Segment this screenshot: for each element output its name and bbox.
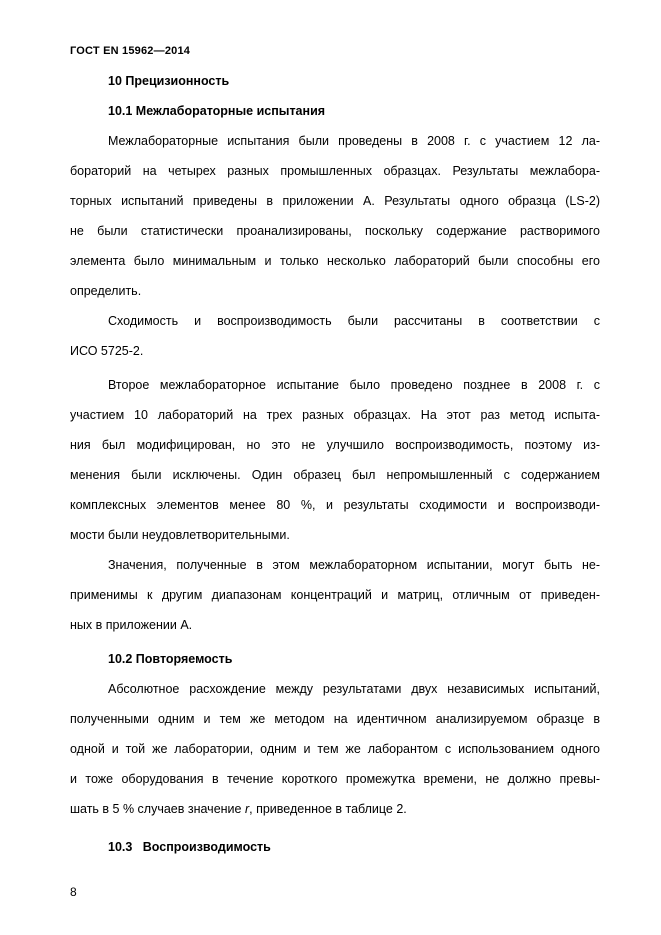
section-heading-10: 10 Прецизионность: [108, 74, 230, 88]
paragraph-line: элемента было минимальным и только несколько лабораторий были способны его: [70, 254, 600, 268]
paragraph-line: мости были неудовлетворительными.: [70, 528, 290, 542]
paragraph-line: комплексных элементов менее 80 %, и результаты сходимости и воспроизводи-: [70, 498, 600, 512]
paragraph-line: ИСО 5725-2.: [70, 344, 144, 358]
paragraph-line: полученными одним и тем же методом на идентичном анализируемом образце в: [70, 712, 600, 726]
paragraph-line: и тоже оборудования в течение короткого промежутка времени, не должно превы-: [70, 772, 600, 786]
section-heading-10-2: 10.2 Повторяемость: [108, 652, 233, 666]
paragraph-line: Абсолютное расхождение между результатами двух независимых испытаний,: [108, 682, 600, 696]
document-body: [70, 66, 600, 862]
paragraph-line: менения были исключены. Один образец был непромышленный с содержанием: [70, 468, 600, 482]
paragraph-line: применимы к другим диапазонам концентраций и матриц, отличным от приведен-: [70, 588, 600, 602]
paragraph-text: шать в 5 % случаев значение: [70, 802, 245, 816]
paragraph-line: определить.: [70, 284, 142, 298]
paragraph-line: торных испытаний приведены в приложении А. Результаты одного образца (LS-2): [70, 194, 600, 208]
paragraph-interlab-4: [70, 550, 600, 640]
paragraph-interlab-1: [70, 126, 600, 306]
paragraph-line: ния был модифицирован, но это не улучшило воспроизводимость, поэтому из-: [70, 438, 600, 452]
section-heading-10-3: 10.3 Воспроизводимость: [108, 840, 271, 854]
paragraph-repeatability: [70, 674, 600, 824]
paragraph-line: одной и той же лаборатории, одним и тем же лаборантом с использованием одного: [70, 742, 600, 756]
paragraph-interlab-3: [70, 370, 600, 550]
paragraph-line: Межлабораторные испытания были проведены в 2008 г. с участием 12 ла-: [108, 134, 600, 148]
paragraph-line: участием 10 лабораторий на трех разных образцах. На этот раз метод испыта-: [70, 408, 600, 422]
paragraph-line: ных в приложении А.: [70, 618, 193, 632]
paragraph-line: бораторий на четырех разных промышленных образцах. Результаты межлабора-: [70, 164, 600, 178]
paragraph-line: Второе межлабораторное испытание было проведено позднее в 2008 г. с: [108, 378, 600, 392]
paragraph-line: не были статистически проанализированы, поскольку содержание растворимого: [70, 224, 600, 238]
italic-r-symbol: r: [244, 802, 250, 816]
paragraph-interlab-2: [70, 306, 600, 366]
paragraph-line: [70, 794, 600, 824]
paragraph-text: , приведенное в таблице 2.: [249, 802, 407, 816]
document-code: ГОСТ EN 15962—2014: [70, 45, 191, 57]
paragraph-line: Сходимость и воспроизводимость были рассчитаны в соответствии с: [108, 314, 600, 328]
paragraph-line: Значения, полученные в этом межлабораторном испытании, могут быть не-: [108, 558, 600, 572]
page-number: 8: [70, 885, 77, 899]
section-heading-10-1: 10.1 Межлабораторные испытания: [108, 104, 326, 118]
